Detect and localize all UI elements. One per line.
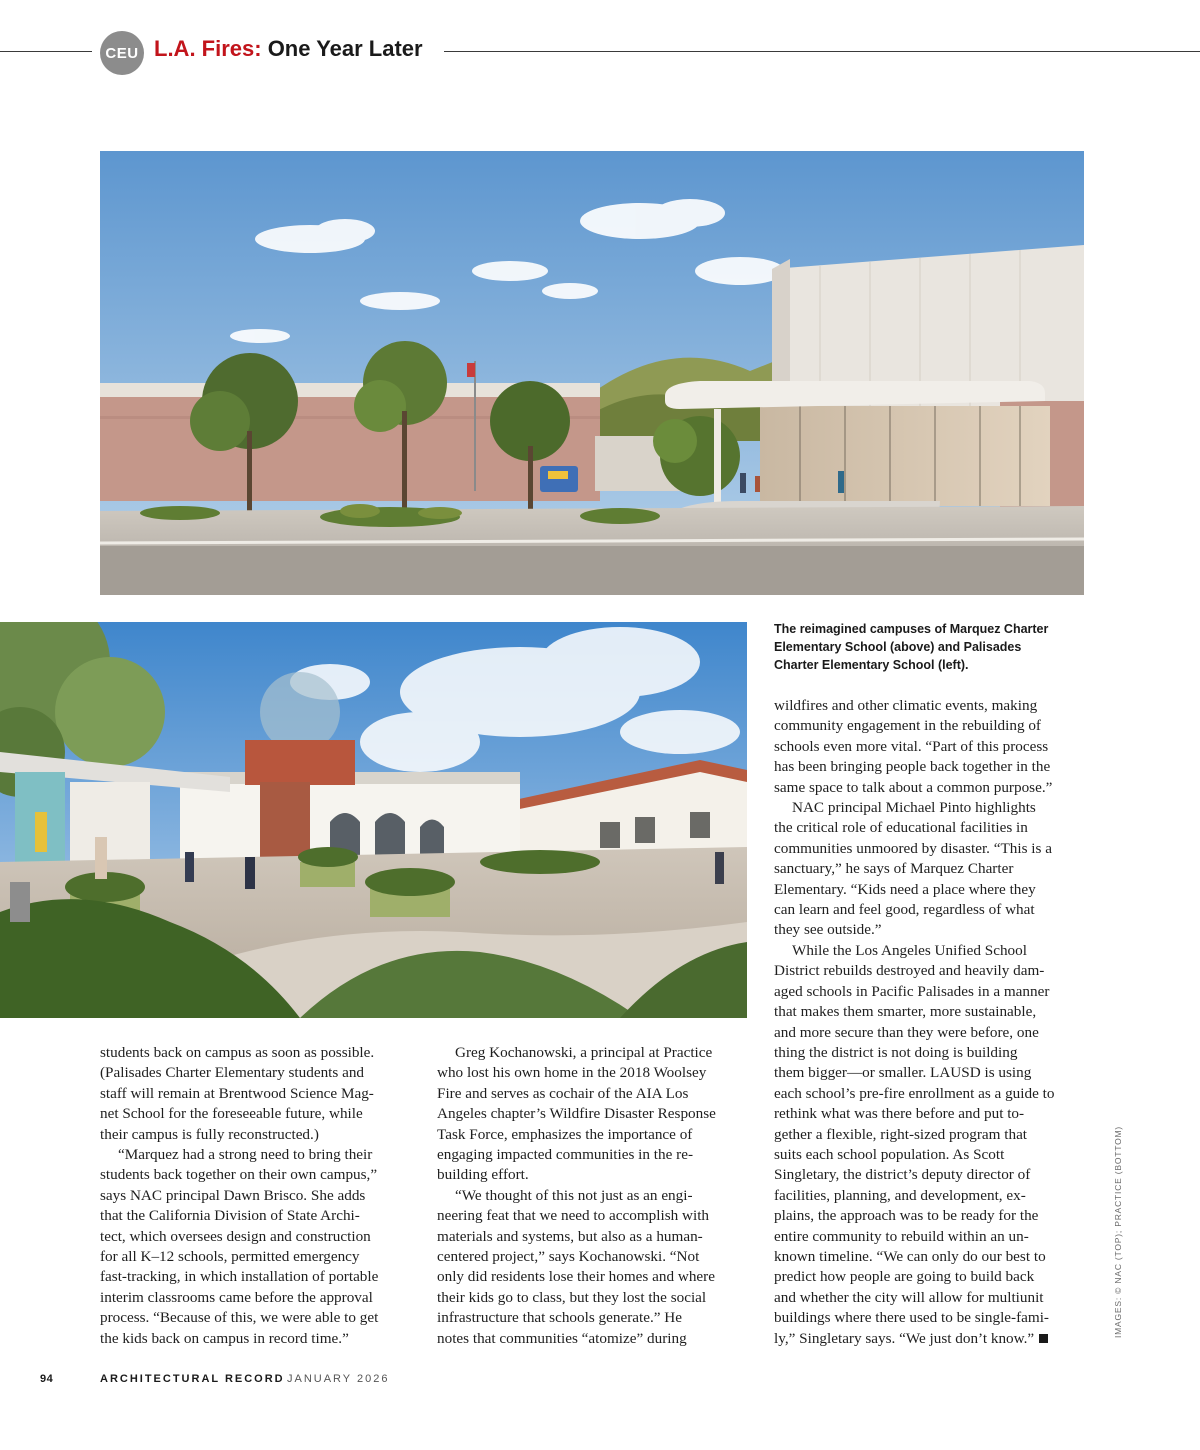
text-line: for all K–12 schools, permitted emergency [100,1248,360,1266]
section-headline [154,36,423,62]
text-line: says NAC principal Dawn Brisco. She adds [100,1186,366,1204]
palisades-rendering-image [0,622,747,1018]
text-line: can learn and feel good, regardless of what [774,901,1035,919]
text-line: their campus is fully reconstructed.) [100,1125,319,1143]
text-line: them bigger—or smaller. LAUSD is using [774,1064,1032,1082]
text-line: ly,” Singletary says. “We just don’t know.” [774,1329,1035,1347]
text-line: Greg Kochanowski, a principal at Practice [455,1044,713,1061]
text-line: sanctuary,” he says of Marquez Charter [774,860,1014,878]
text-line: has been bringing people back together in the [774,758,1051,776]
text-line: District rebuilds destroyed and heavily dam- [774,962,1045,980]
text-line: that the California Division of State Archi- [100,1207,360,1225]
caption-line: Charter Elementary School (left). [774,658,969,672]
marquez-rendering-image [100,151,1084,595]
header-rule-left [0,51,92,52]
text-line: materials and systems, but also as a human- [437,1227,703,1245]
text-line: infrastructure that schools generate.” He [437,1309,683,1327]
text-line: notes that communities “atomize” during [437,1329,687,1347]
text-line: who lost his own home in the 2018 Woolsey [437,1064,707,1082]
text-line: predict how people are going to build back [774,1268,1035,1286]
text-line: buildings where there used to be single-fami- [774,1309,1049,1327]
text-line: students back together on their own campus,” [100,1166,378,1184]
magazine-name: ARCHITECTURAL RECORD [100,1373,285,1385]
text-line: gether a flexible, right-sized program that [774,1125,1028,1143]
ceu-badge: CEU [100,31,144,75]
text-line: (Palisades Charter Elementary students and [100,1064,365,1082]
text-line: entire community to rebuild within an un- [774,1227,1029,1245]
header-rule-right [444,51,1200,52]
paragraph [437,1186,747,1349]
end-of-article-mark-icon [1039,1334,1048,1343]
paragraph [437,1043,747,1186]
text-line: “Marquez had a strong need to bring their [118,1146,373,1164]
text-line: Singletary, the district’s deputy director of [774,1166,1031,1184]
text-line: tect, which oversees design and construction [100,1227,371,1245]
text-line: same space to talk about a common purpose.” [774,778,1053,796]
article-column-2 [437,1043,747,1349]
text-line: wildfires and other climatic events, making [774,697,1038,714]
text-line: known timeline. “We can only do our best to [774,1247,1046,1265]
article-column-1 [100,1043,410,1349]
text-line: While the Los Angeles Unified School [792,941,1027,959]
text-line: rethink what was there before and put to- [774,1105,1025,1123]
text-line: the kids back on campus in record time.” [100,1329,349,1347]
text-line: that makes them smarter, more sustainable, [774,1003,1037,1021]
text-line: Elementary. “Kids need a place where they [774,880,1036,898]
paragraph [100,1043,410,1145]
headline-topic: One Year Later [261,36,423,61]
text-line: neering feat that we need to accomplish with [437,1207,710,1225]
text-line: their kids go to class, but they lost the social [437,1288,707,1306]
text-line: communities unmoored by disaster. “This is a [774,839,1052,857]
text-line: centered project,” says Kochanowski. “Not [437,1248,700,1266]
page-number: 94 [40,1373,54,1385]
text-line: each school’s pre-fire enrollment as a guide to [774,1084,1055,1102]
article-column-3 [774,696,1084,1349]
text-line: students back on campus as soon as possible. [100,1044,375,1061]
text-line: aged schools in Pacific Palisades in a manner [774,982,1050,1000]
issue-date: JANUARY 2026 [287,1373,390,1385]
paragraph [774,696,1084,798]
text-line: thing the district is not doing is building [774,1043,1018,1061]
text-line: suits each school population. As Scott [774,1145,1005,1163]
text-line: Fire and serves as cochair of the AIA Los [437,1084,689,1102]
text-line: Angeles chapter’s Wildfire Disaster Response [437,1105,716,1123]
caption-line: Elementary School (above) and Palisades [774,640,1022,654]
text-line: community engagement in the rebuilding of [774,717,1041,735]
text-line: and more secure than they were before, one [774,1023,1039,1041]
text-line: “We thought of this not just as an engi- [455,1186,693,1204]
paragraph [774,798,1084,941]
text-line: engaging impacted communities in the re- [437,1146,693,1164]
text-line: Task Force, emphasizes the importance of [437,1125,693,1143]
text-line: building effort. [437,1166,529,1184]
text-line: only did residents lose their homes and where [437,1268,715,1286]
text-line: and whether the city will allow for multiunit [774,1288,1044,1306]
text-line: staff will remain at Brentwood Science Mag- [100,1084,374,1102]
text-line: fast-tracking, in which installation of portable [100,1268,379,1286]
text-line: schools even more vital. “Part of this process [774,737,1049,755]
text-line: they see outside.” [774,921,882,939]
image-caption [774,620,1084,674]
text-line: process. “Because of this, we were able to get [100,1309,379,1327]
text-line: plains, the approach was to be ready for the [774,1207,1039,1225]
paragraph [774,941,1084,1349]
last-text-line [774,1329,1084,1349]
headline-series: L.A. Fires: [154,36,262,61]
caption-line: The reimagined campuses of Marquez Charter [774,622,1049,636]
image-credit: IMAGES: © NAC (TOP); PRACTICE (BOTTOM) [1113,1125,1123,1338]
paragraph [100,1145,410,1349]
text-line: the critical role of educational facilities in [774,819,1028,837]
text-line: net School for the foreseeable future, while [100,1105,363,1123]
text-line: NAC principal Michael Pinto highlights [792,799,1036,817]
text-line: interim classrooms came before the approval [100,1288,373,1306]
text-line: facilities, planning, and development, ex- [774,1186,1026,1204]
